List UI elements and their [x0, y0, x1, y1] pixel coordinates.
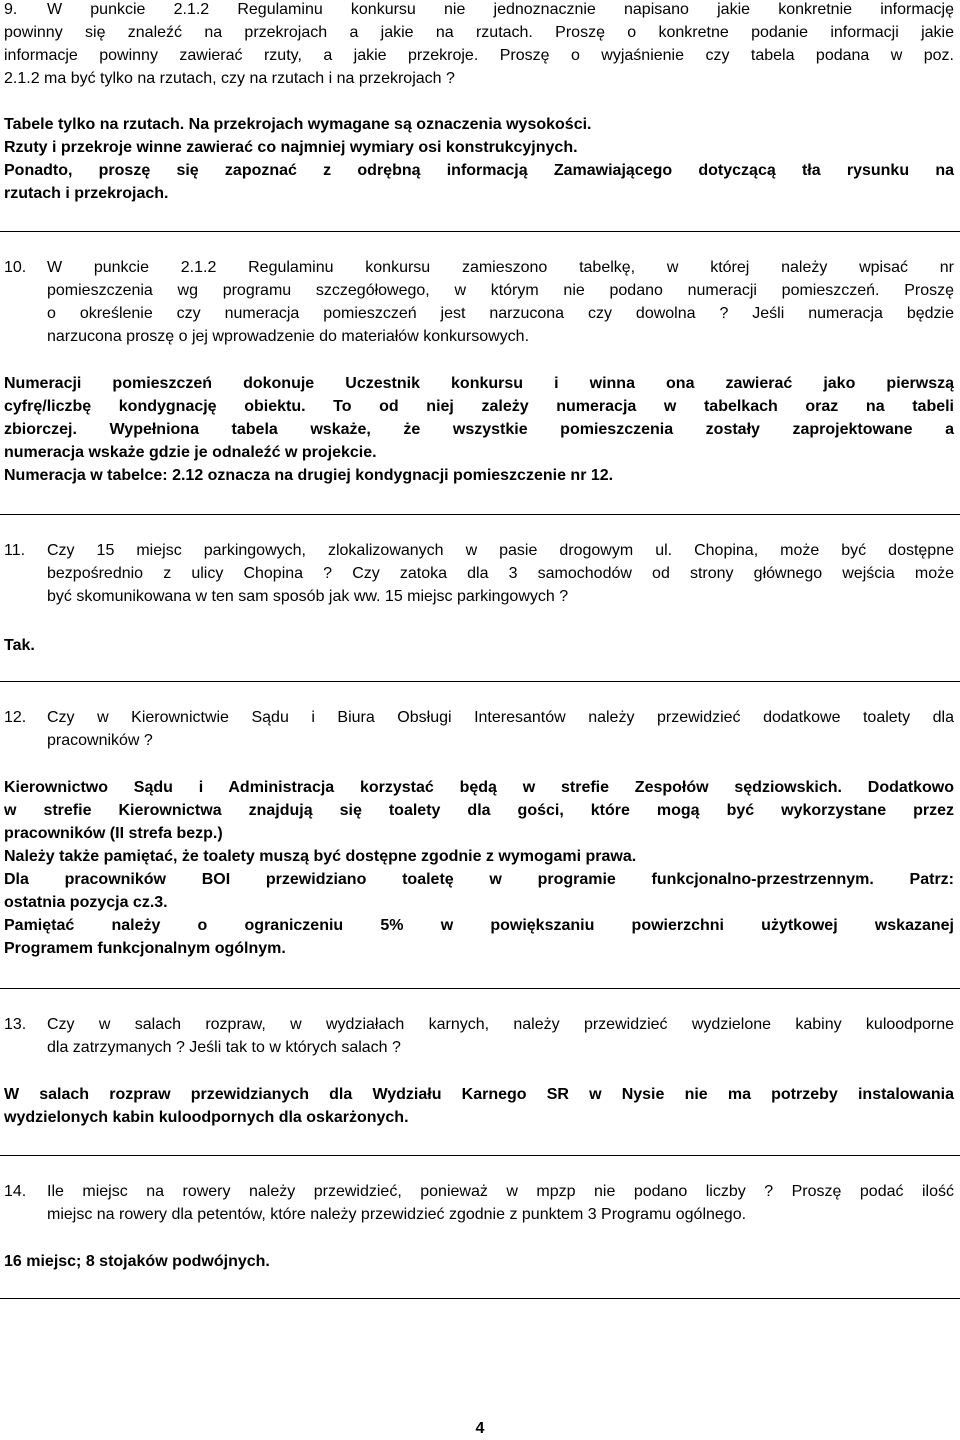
divider: [0, 988, 960, 989]
divider: [0, 681, 960, 682]
question-line: Czy w Kierownictwie Sądu i Biura Obsługi Interesantów należy przewidzieć dodatkowe toalety dla: [47, 709, 954, 726]
answer-13: [4, 1083, 954, 1129]
answer-line: Programem funkcjonalnym ogólnym.: [4, 940, 286, 957]
answer-line: W salach rozpraw przewidzianych dla Wydziału Karnego SR w Nysie nie ma potrzeby instalowania: [4, 1086, 954, 1103]
question-13: [4, 1013, 954, 1059]
answer-line: zbiorczej. Wypełniona tabela wskaże, że wszystkie pomieszczenia zostały zaprojektowane a: [4, 421, 954, 438]
answer-line: Kierownictwo Sądu i Administracja korzystać będą w strefie Zespołów sędziowskich. Dodatkowo: [4, 779, 954, 796]
question-line: Ile miejsc na rowery należy przewidzieć, ponieważ w mpzp nie podano liczby ? Proszę podać ilość: [47, 1183, 954, 1200]
answer-line: Tak.: [4, 637, 35, 654]
question-line: o określenie czy numeracja pomieszczeń jest narzucona czy dowolna ? Jeśli numeracja będzie: [47, 305, 954, 322]
answer-line: Pamiętać należy o ograniczeniu 5% w powiększaniu powierzchni użytkowej wskazanej: [4, 917, 954, 934]
answer-12: [4, 776, 954, 960]
answer-9: [4, 113, 954, 205]
question-number: 10.: [4, 259, 27, 276]
question-text: [47, 256, 954, 348]
question-line: Czy 15 miejsc parkingowych, zlokalizowanych w pasie drogowym ul. Chopina, może być dostępne: [47, 542, 954, 559]
question-line: informacje powinny zawierać rzuty, a jakie przekroje. Proszę o wyjaśnienie czy tabela podana w poz.: [4, 47, 954, 64]
question-text: [4, 0, 954, 90]
question-text: [47, 706, 954, 752]
question-line: W punkcie 2.1.2 Regulaminu konkursu nie jednoznacznie napisano jakie konkretnie informację: [47, 1, 954, 18]
divider: [0, 514, 960, 515]
question-14: [4, 1180, 954, 1226]
question-line: narzucona proszę o jej wprowadzenie do materiałów konkursowych.: [47, 328, 530, 345]
answer-line: w strefie Kierownictwa znajdują się toalety dla gości, które mogą być wykorzystane przez: [4, 802, 954, 819]
answer-line: Należy także pamiętać, że toalety muszą być dostępne zgodnie z wymogami prawa.: [4, 848, 637, 865]
divider: [0, 1298, 960, 1299]
question-number: 12.: [4, 709, 27, 726]
answer-line: Numeracji pomieszczeń dokonuje Uczestnik konkursu i winna ona zawierać jako pierwszą: [4, 375, 954, 392]
answer-line: Dla pracowników BOI przewidziano toaletę w programie funkcjonalno-przestrzennym. Patrz:: [4, 871, 954, 888]
question-line: dla zatrzymanych ? Jeśli tak to w których salach ?: [47, 1039, 401, 1056]
question-text: [47, 1013, 954, 1059]
question-line: powinny się znaleźć na przekrojach a jakie na rzutach. Proszę o konkretne podanie informacji jakie: [4, 24, 954, 41]
answer-line: Tabele tylko na rzutach. Na przekrojach wymagane są oznaczenia wysokości.: [4, 116, 592, 133]
answer-line: cyfrę/liczbę kondygnację obiektu. To od niej zależy numeracja w tabelkach oraz na tabeli: [4, 398, 954, 415]
question-number: 13.: [4, 1016, 27, 1033]
question-line: bezpośrednio z ulicy Chopina ? Czy zatoka dla 3 samochodów od strony głównego wejścia może: [47, 565, 954, 582]
question-text: [47, 1180, 954, 1226]
answer-14: [4, 1250, 954, 1273]
question-text: [47, 539, 954, 608]
question-11: [4, 539, 954, 608]
page-number: 4: [475, 1420, 485, 1437]
question-number: 11.: [4, 542, 26, 559]
answer-line: wydzielonych kabin kuloodpornych dla oskarżonych.: [4, 1109, 409, 1126]
question-number: 14.: [4, 1183, 27, 1200]
divider: [0, 1155, 960, 1156]
question-line: być skomunikowana w ten sam sposób jak ww. 15 miejsc parkingowych ?: [47, 588, 569, 605]
answer-line: rzutach i przekrojach.: [4, 185, 169, 202]
question-line: W punkcie 2.1.2 Regulaminu konkursu zamieszono tabelkę, w której należy wpisać nr: [47, 259, 954, 276]
question-number: 9.: [4, 1, 18, 18]
question-line: miejsc na rowery dla petentów, które należy przewidzieć zgodnie z punktem 3 Programu ogólnego.: [47, 1206, 747, 1223]
divider: [0, 231, 960, 232]
question-line: pracowników ?: [47, 732, 153, 749]
question-12: [4, 706, 954, 752]
question-9: [4, 0, 954, 90]
question-10: [4, 256, 954, 348]
question-line: 2.1.2 ma być tylko na rzutach, czy na rzutach i na przekrojach ?: [4, 70, 455, 87]
answer-line: numeracja wskaże gdzie je odnaleźć w projekcie.: [4, 444, 377, 461]
question-line: Czy w salach rozpraw, w wydziałach karnych, należy przewidzieć wydzielone kabiny kuloodporne: [47, 1016, 954, 1033]
answer-line: ostatnia pozycja cz.3.: [4, 894, 168, 911]
answer-line: Rzuty i przekroje winne zawierać co najmniej wymiary osi konstrukcyjnych.: [4, 139, 578, 156]
answer-line: 16 miejsc; 8 stojaków podwójnych.: [4, 1253, 270, 1270]
answer-11: [4, 634, 954, 657]
question-line: pomieszczenia wg programu szczegółowego, w którym nie podano numeracji pomieszczeń. Proszę: [47, 282, 954, 299]
answer-10: [4, 372, 954, 487]
answer-line: Numeracja w tabelce: 2.12 oznacza na drugiej kondygnacji pomieszczenie nr 12.: [4, 467, 614, 484]
answer-line: Ponadto, proszę się zapoznać z odrębną informacją Zamawiającego dotyczącą tła rysunku na: [4, 162, 954, 179]
answer-line: pracowników (II strefa bezp.): [4, 825, 223, 842]
